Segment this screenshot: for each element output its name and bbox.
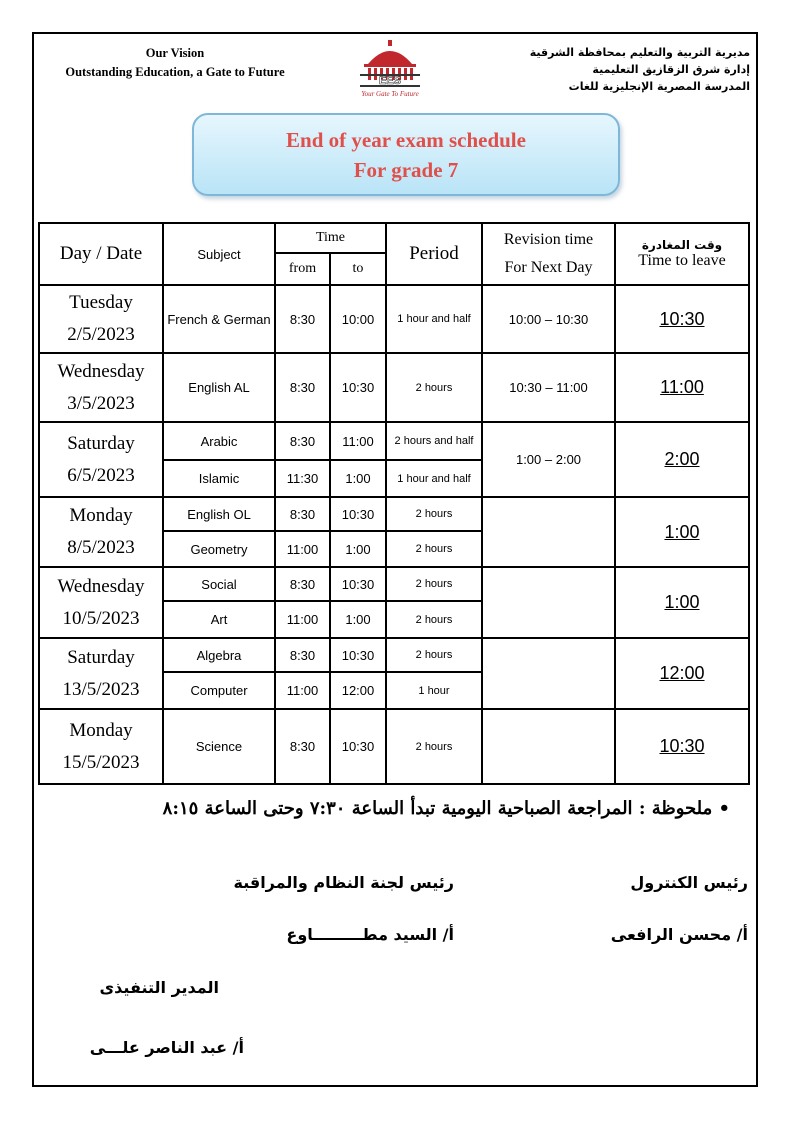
title-line-2: For grade 7 — [353, 158, 459, 182]
time-from-cell: 8:30 — [275, 422, 330, 460]
table-row — [39, 422, 749, 460]
subject-cell: English OL — [163, 497, 275, 531]
leave-time-cell: 1:00 — [615, 497, 749, 567]
leave-time-cell: 12:00 — [615, 638, 749, 709]
subject-cell: Science — [163, 709, 275, 784]
leave-time-cell: 2:00 — [615, 422, 749, 497]
table-row — [39, 353, 749, 422]
committee-head-name: أ/ السيد مطـــــــــاوع — [286, 925, 454, 944]
subject-cell: English AL — [163, 353, 275, 422]
time-to-cell: 1:00 — [330, 460, 386, 497]
header-leave-arabic: وقت المغادرة — [641, 238, 723, 252]
subject-cell: Geometry — [163, 531, 275, 567]
time-to-cell: 10:30 — [330, 497, 386, 531]
day-name: Saturday — [67, 432, 135, 454]
subject-cell: Arabic — [163, 422, 275, 460]
leave-time-cell: 10:30 — [615, 709, 749, 784]
committee-head-title: رئيس لجنة النظام والمراقبة — [233, 873, 454, 892]
school-logo — [338, 38, 442, 98]
leave-time-cell: 10:30 — [615, 285, 749, 353]
time-to-cell: 10:30 — [330, 353, 386, 422]
vision-block — [40, 44, 310, 82]
title-line-1: End of year exam schedule — [286, 128, 526, 152]
header-time: Time — [275, 223, 386, 253]
director-name: أ/ عبد الناصر علـــى — [89, 1038, 244, 1057]
time-to-cell: 1:00 — [330, 531, 386, 567]
day-name: Wednesday — [57, 575, 145, 597]
time-from-cell: 11:00 — [275, 601, 330, 638]
revision-cell: 10:00 – 10:30 — [482, 285, 615, 353]
revision-cell — [482, 638, 615, 709]
table-row — [39, 567, 749, 601]
time-to-cell: 10:30 — [330, 638, 386, 672]
exam-date: 13/5/2023 — [62, 678, 140, 700]
time-from-cell: 8:30 — [275, 709, 330, 784]
period-cell: 1 hour — [386, 672, 482, 709]
period-cell: 2 hours — [386, 353, 482, 422]
logo-tagline: Your Gate To Future — [361, 90, 419, 98]
header-from: from — [275, 253, 330, 285]
leave-time-cell: 1:00 — [615, 567, 749, 638]
time-from-cell: 8:30 — [275, 567, 330, 601]
day-name: Monday — [69, 719, 133, 741]
arabic-header-line: إدارة شرق الزقازيق التعليمية — [592, 63, 750, 76]
header-day-date: Day / Date — [39, 223, 163, 285]
day-name: Monday — [69, 505, 133, 526]
time-to-cell: 10:00 — [330, 285, 386, 353]
period-cell: 2 hours — [386, 497, 482, 531]
morning-review-note: • ملحوظة : المراجعة الصباحية اليومية تبدأ الساعة ٧:٣٠ وحتى الساعة ٨:١٥ — [162, 798, 730, 819]
time-from-cell: 8:30 — [275, 638, 330, 672]
table-row — [39, 638, 749, 672]
day-name: Tuesday — [69, 292, 133, 313]
title-box — [192, 113, 620, 196]
time-from-cell: 8:30 — [275, 353, 330, 422]
period-cell: 2 hours — [386, 638, 482, 672]
day-name: Wednesday — [57, 360, 145, 382]
header-revision-line-1: Revision time — [503, 231, 594, 248]
day-date-cell — [39, 422, 163, 497]
exam-date: 3/5/2023 — [67, 392, 135, 414]
exam-schedule-table — [38, 222, 750, 785]
day-date-cell — [39, 567, 163, 638]
table-row — [39, 709, 749, 784]
exam-date: 15/5/2023 — [62, 751, 140, 773]
time-to-cell: 10:30 — [330, 567, 386, 601]
subject-cell: Social — [163, 567, 275, 601]
period-cell: 2 hours — [386, 531, 482, 567]
vision-text: Outstanding Education, a Gate to Future — [65, 65, 285, 79]
day-date-cell — [39, 497, 163, 567]
header-revision-line-2: For Next Day — [504, 259, 593, 276]
revision-cell — [482, 709, 615, 784]
arabic-header — [510, 44, 750, 95]
period-cell: 2 hours — [386, 709, 482, 784]
time-to-cell: 12:00 — [330, 672, 386, 709]
day-name: Saturday — [67, 646, 135, 668]
period-cell: 2 hours and half — [386, 422, 482, 460]
header-period: Period — [386, 223, 482, 285]
header-time-to-leave — [615, 223, 749, 285]
revision-cell: 1:00 – 2:00 — [482, 422, 615, 497]
exam-date: 2/5/2023 — [67, 324, 135, 345]
vision-title: Our Vision — [145, 46, 205, 60]
time-from-cell: 11:00 — [275, 672, 330, 709]
arabic-header-line: مديرية التربية والتعليم بمحافظة الشرقية — [529, 46, 750, 59]
exam-date: 6/5/2023 — [67, 464, 135, 486]
period-cell: 2 hours — [386, 567, 482, 601]
exam-date: 8/5/2023 — [67, 537, 135, 558]
arabic-header-line: المدرسة المصرية الإنجليزية للغات — [568, 80, 750, 93]
day-date-cell — [39, 285, 163, 353]
director-title: المدير التنفيذى — [99, 978, 219, 997]
day-date-cell — [39, 353, 163, 422]
period-cell: 2 hours — [386, 601, 482, 638]
table-row — [39, 285, 749, 353]
revision-cell — [482, 497, 615, 567]
header-to: to — [330, 253, 386, 285]
header-revision — [482, 223, 615, 285]
day-date-cell — [39, 638, 163, 709]
period-cell: 1 hour and half — [386, 285, 482, 353]
header-leave-english: Time to leave — [638, 252, 726, 269]
time-from-cell: 11:30 — [275, 460, 330, 497]
exam-date: 10/5/2023 — [62, 607, 140, 629]
revision-cell — [482, 567, 615, 638]
time-to-cell: 11:00 — [330, 422, 386, 460]
revision-cell: 10:30 – 11:00 — [482, 353, 615, 422]
leave-time-cell: 11:00 — [615, 353, 749, 422]
time-to-cell: 10:30 — [330, 709, 386, 784]
table-row — [39, 497, 749, 531]
subject-cell: French & German — [163, 285, 275, 353]
time-from-cell: 8:30 — [275, 285, 330, 353]
control-head-name: أ/ محسن الرافعى — [610, 925, 748, 944]
period-cell: 1 hour and half — [386, 460, 482, 497]
day-date-cell — [39, 709, 163, 784]
logo-text: EES — [378, 75, 402, 87]
subject-cell: Islamic — [163, 460, 275, 497]
header-subject: Subject — [163, 223, 275, 285]
time-to-cell: 1:00 — [330, 601, 386, 638]
subject-cell: Art — [163, 601, 275, 638]
time-from-cell: 11:00 — [275, 531, 330, 567]
subject-cell: Algebra — [163, 638, 275, 672]
control-head-title: رئيس الكنترول — [630, 873, 748, 892]
time-from-cell: 8:30 — [275, 497, 330, 531]
dome-logo-icon — [338, 38, 442, 98]
subject-cell: Computer — [163, 672, 275, 709]
